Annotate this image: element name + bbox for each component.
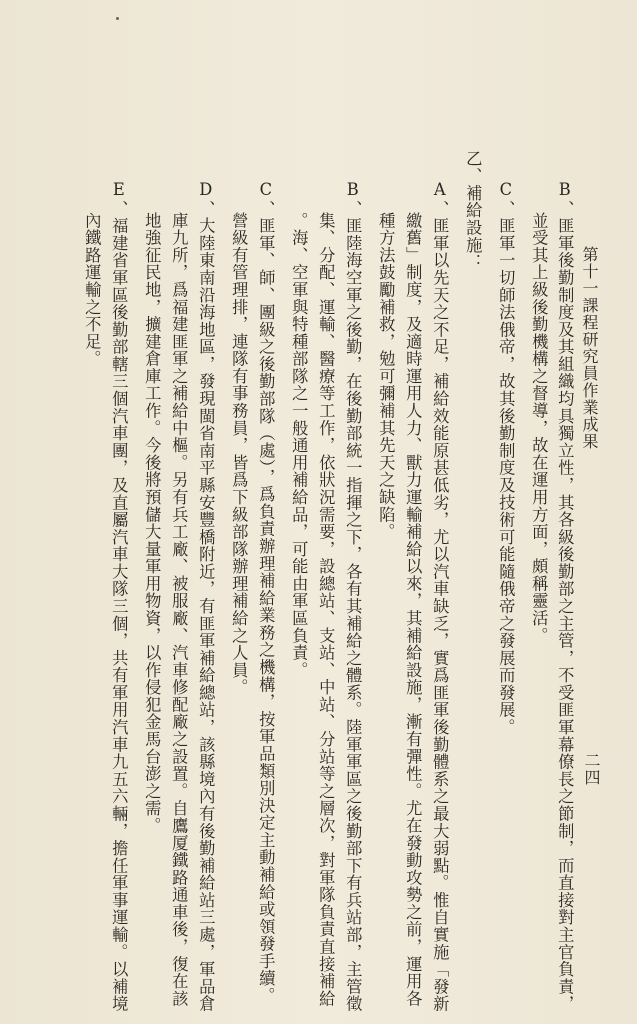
text-column-14: 庫九所，爲福建匪軍之補給中樞。另有兵工廠、被服廠、汽車修配廠之設置。自鷹厦鐵路通車後，復在該 [169, 212, 189, 1008]
page-number: 二四 [582, 752, 601, 786]
running-header-title: 第十一課程研究員作業成果 [580, 246, 599, 450]
text-column-7: 種方法鼓勵補救，勉可彌補其先天之缺陷。 [376, 212, 396, 541]
text-column-8: B、匪陸海空軍之後勤，在後勤部統一指揮之下，各有其補給之體系。陸軍軍區之後勤部下有兵站部，主管徵 [343, 180, 363, 1013]
text-column-1: B、匪軍後勤制度及其組織均具獨立性，其各級後勤部之主管，不受匪軍幕僚長之節制，而直接對主官負責， [555, 180, 575, 1013]
ink-speck [116, 17, 119, 20]
text-column-17: 內鐵路運輸之不足。 [82, 212, 102, 368]
text-column-12: 營級有管理排，連隊有事務員，皆爲下級部隊辦理補給之人員。 [229, 212, 249, 697]
text-column-13: D、大陸東南沿海地區，發現閩省南平縣安豐橋附近，有匪軍補給總站，該縣境內有後勤補給站三處，軍品倉 [196, 180, 216, 1013]
text-column-11: C、匪軍、師、團級之後勤部隊（處），爲負責辦理補給業務之機構，按軍品類別決定主動補給或領發手續。 [256, 180, 276, 1005]
text-column-3: C、匪軍一切師法俄帝，故其後勤制度及技術可能隨俄帝之發展而發展。 [496, 180, 516, 736]
text-column-6: 繳舊」制度，及適時運用人力、獸力運輸補給以來，其補給設施，漸有彈性。尤在發動攻勢之前，運用各 [403, 212, 423, 1008]
text-column-2: 並受其上級後勤機構之督導，故在運用方面，頗稱靈活。 [529, 212, 549, 645]
section-heading: 乙、補給設施： [463, 150, 483, 272]
text-column-16: E、福建省軍區後勤部轄三個汽車團，及直屬汽車大隊三個，共有軍用汽車九五六輛，擔任軍事運輸。以補境 [109, 180, 129, 1013]
text-column-15: 地強征民地，擴建倉庫工作。今後將預儲大量軍用物資，以作侵犯金馬台澎之需。 [142, 212, 162, 835]
text-column-5: A、匪軍以先天之不足，補給效能原甚低劣，尤以汽車缺乏，實爲匪軍後勤體系之最大弱點。惟自實施「發新 [430, 180, 450, 1013]
text-column-9: 集、分配、運輸、醫療等工作，依狀況需要，設總站、支站、中站、分站等之層次，對軍隊負責直接補給 [316, 212, 336, 1008]
text-column-10: 。海、空軍與特種部隊之一般通用補給品，可能由軍區負責。 [289, 212, 309, 679]
